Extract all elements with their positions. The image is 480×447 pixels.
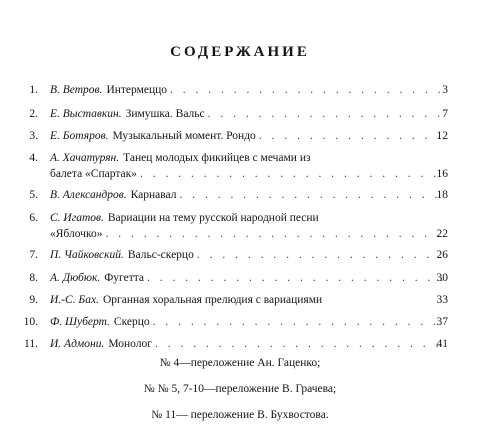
entry-title: Скерцо xyxy=(113,316,150,328)
entry-author: А. Дюбюк. xyxy=(50,272,101,284)
entry-title: Интермеццо xyxy=(106,84,168,96)
entry-title: Фугетта xyxy=(104,272,145,284)
entry-author: Е. Выставкин. xyxy=(50,108,122,120)
entry-author: Е. Ботяров. xyxy=(50,130,109,142)
entry-author: В. Александров. xyxy=(50,189,127,201)
entry-title: Вальс-скерцо xyxy=(127,249,194,261)
dot-leader xyxy=(105,226,445,242)
entry-title-continued: балета «Спартак» xyxy=(50,168,137,180)
entry-number: 10. xyxy=(23,316,38,328)
arrangement-notes xyxy=(0,350,480,428)
entry-page: 37 xyxy=(436,316,448,328)
entry-number: 6. xyxy=(29,212,38,224)
entry-number: 7. xyxy=(29,249,38,261)
dot-leader xyxy=(140,166,445,182)
entry-title: Зимушка. Вальс xyxy=(125,108,205,120)
entry-page: 18 xyxy=(436,189,448,201)
dot-leader xyxy=(147,270,445,286)
entry-page: 33 xyxy=(436,294,448,306)
entry-title: Танец молодых фикийцев с мечами из xyxy=(123,152,311,164)
entry-author: И. Адмони. xyxy=(50,338,105,350)
entry-number: 5. xyxy=(29,189,38,201)
dot-leader xyxy=(208,106,445,122)
dot-leader xyxy=(179,187,445,203)
dot-leader xyxy=(197,247,445,263)
entry-page: 16 xyxy=(436,168,448,180)
entry-page: 12 xyxy=(436,130,448,142)
note-line: № 4—переложение Ан. Гаценко; xyxy=(159,357,321,369)
entry-title: Музыкальный момент. Рондо xyxy=(112,130,256,142)
note-line: № 11— переложение В. Бухвостова. xyxy=(151,409,329,421)
entry-author: И.-С. Бах. xyxy=(50,294,99,306)
entry-author: Ф. Шуберт. xyxy=(50,316,110,328)
page-title: СОДЕРЖАНИЕ xyxy=(170,44,310,60)
entry-author: А. Хачатурян. xyxy=(50,152,120,164)
entry-author: П. Чайковский. xyxy=(50,249,124,261)
dot-leader xyxy=(170,82,445,98)
entry-page: 3 xyxy=(442,84,448,96)
entry-title: Вариации на тему русской народной песни xyxy=(107,212,319,224)
entry-number: 9. xyxy=(29,294,38,306)
entry-title: Карнавал xyxy=(130,189,177,201)
entry-number: 3. xyxy=(29,130,38,142)
dot-leader xyxy=(259,128,445,144)
entry-page: 26 xyxy=(436,249,448,261)
entry-number: 11. xyxy=(24,338,38,350)
entry-number: 1. xyxy=(29,84,38,96)
entry-title: Монолог xyxy=(108,338,152,350)
entry-author: С. Игатов. xyxy=(50,212,104,224)
entry-page: 7 xyxy=(442,108,448,120)
entry-title-continued: «Яблочко» xyxy=(50,228,103,240)
entry-page: 22 xyxy=(436,228,448,240)
entry-page: 41 xyxy=(436,338,448,350)
entry-title: Органная хоральная прелюдия с вариациями xyxy=(102,294,323,306)
entry-page: 30 xyxy=(436,272,448,284)
note-line: № № 5, 7-10—переложение В. Грачева; xyxy=(143,383,337,395)
entry-number: 2. xyxy=(29,108,38,120)
entry-author: В. Ветров. xyxy=(50,84,103,96)
entry-number: 8. xyxy=(29,272,38,284)
entry-number: 4. xyxy=(29,152,38,164)
dot-leader xyxy=(153,314,445,330)
